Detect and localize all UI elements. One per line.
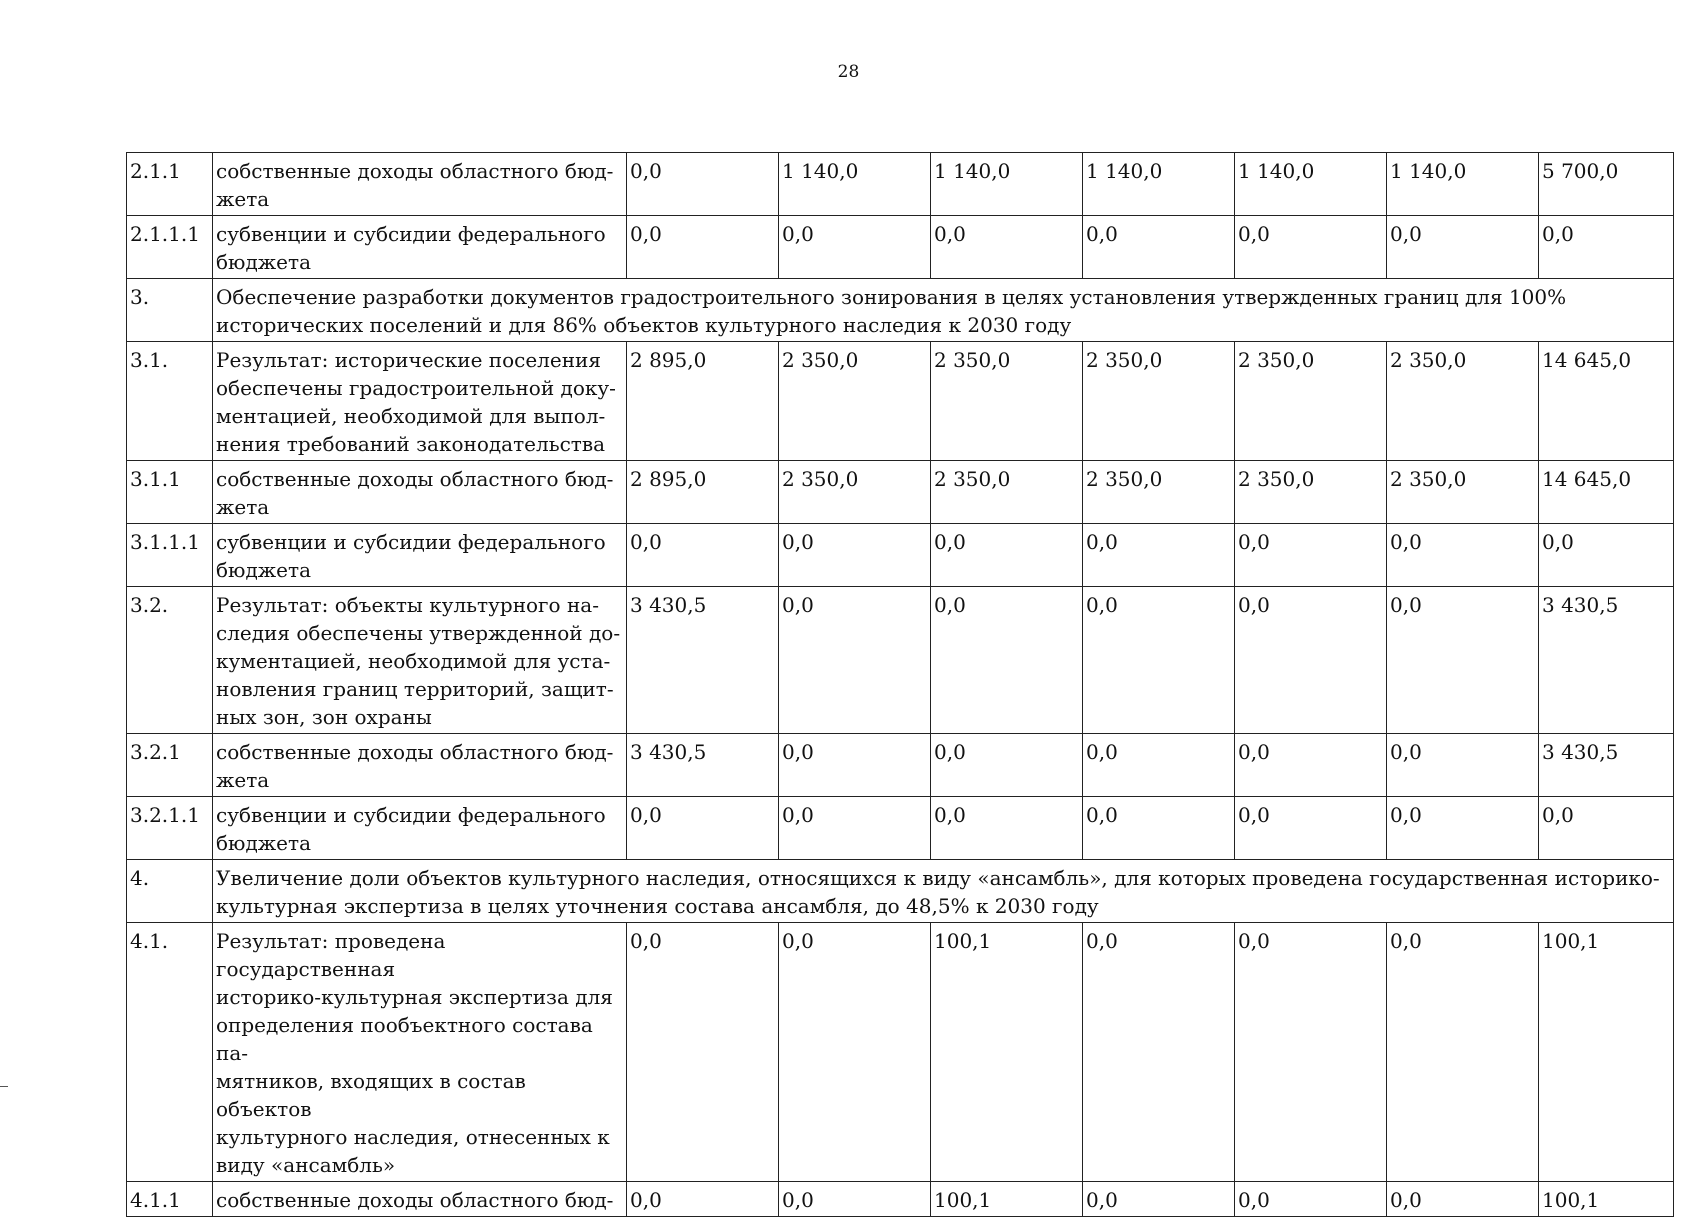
value-cell: 3 430,5 [627,587,779,734]
value-cell: 0,0 [627,923,779,1182]
value-cell: 2 350,0 [1387,461,1539,524]
value-cell: 1 140,0 [779,153,931,216]
table-row [127,923,1674,1182]
value-cell: 0,0 [931,797,1083,860]
row-number-cell: 4.1. [127,923,213,1182]
table-row [127,524,1674,587]
value-cell: 0,0 [1387,734,1539,797]
value-cell: 2 350,0 [1083,342,1235,461]
budget-table [126,152,1674,1217]
row-name-cell: собственные доходы областного бюд- жета [213,461,627,524]
section-row [127,860,1674,923]
value-cell: 100,1 [931,1182,1083,1217]
total-value-cell: 0,0 [1539,216,1674,279]
value-cell: 2 895,0 [627,461,779,524]
value-cell: 0,0 [779,1182,931,1217]
value-cell: 0,0 [627,216,779,279]
row-number-cell: 2.1.1 [127,153,213,216]
value-cell: 0,0 [1387,923,1539,1182]
total-value-cell: 3 430,5 [1539,587,1674,734]
value-cell: 0,0 [1235,923,1387,1182]
row-number-cell: 3.2.1 [127,734,213,797]
value-cell: 0,0 [1083,923,1235,1182]
value-cell: 0,0 [779,734,931,797]
row-number-cell: 3.2.1.1 [127,797,213,860]
value-cell: 2 895,0 [627,342,779,461]
value-cell: 0,0 [1235,216,1387,279]
table-row [127,797,1674,860]
total-value-cell: 0,0 [1539,797,1674,860]
total-value-cell: 3 430,5 [1539,734,1674,797]
value-cell: 0,0 [779,587,931,734]
row-number-cell: 3.2. [127,587,213,734]
total-value-cell: 5 700,0 [1539,153,1674,216]
value-cell: 2 350,0 [1083,461,1235,524]
value-cell: 0,0 [1387,1182,1539,1217]
table-row [127,587,1674,734]
row-name-cell: субвенции и субсидии федерального бюджета [213,216,627,279]
total-value-cell: 100,1 [1539,1182,1674,1217]
value-cell: 0,0 [1235,524,1387,587]
value-cell: 2 350,0 [1387,342,1539,461]
value-cell: 2 350,0 [931,461,1083,524]
table-row [127,342,1674,461]
row-name-cell: субвенции и субсидии федерального бюджета [213,524,627,587]
value-cell: 0,0 [627,797,779,860]
value-cell: 0,0 [931,587,1083,734]
section-row [127,279,1674,342]
value-cell: 2 350,0 [1235,342,1387,461]
value-cell: 0,0 [779,216,931,279]
value-cell: 0,0 [1387,216,1539,279]
table-row [127,1182,1674,1217]
value-cell: 1 140,0 [1387,153,1539,216]
row-name-cell: собственные доходы областного бюд- жета [213,734,627,797]
value-cell: 0,0 [931,734,1083,797]
value-cell: 2 350,0 [779,342,931,461]
section-title-cell: Увеличение доли объектов культурного наследия, относящихся к виду «ансамбль», для которых проведена государственная историко-культурная экспертиза в целях уточнения состава ансамбля, до 48,5% к 2030 году [213,860,1674,923]
value-cell: 0,0 [627,524,779,587]
value-cell: 2 350,0 [931,342,1083,461]
row-number-cell: 3. [127,279,213,342]
value-cell: 3 430,5 [627,734,779,797]
total-value-cell: 0,0 [1539,524,1674,587]
table-row [127,216,1674,279]
row-name-cell: собственные доходы областного бюд- [213,1182,627,1217]
row-name-cell: Результат: объекты культурного на- следия обеспечены утвержденной до- кументацией, необходимой для уста- новления границ территорий, защит- ных зон, зон охраны [213,587,627,734]
value-cell: 100,1 [931,923,1083,1182]
section-title-cell: Обеспечение разработки документов градостроительного зонирования в целях установления утвержденных границ для 100% исторических поселений и для 86% объектов культурного наследия к 2030 году [213,279,1674,342]
value-cell: 0,0 [1083,734,1235,797]
value-cell: 0,0 [779,923,931,1182]
total-value-cell: 14 645,0 [1539,461,1674,524]
value-cell: 0,0 [627,1182,779,1217]
row-number-cell: 4. [127,860,213,923]
value-cell: 2 350,0 [1235,461,1387,524]
value-cell: 0,0 [1387,587,1539,734]
value-cell: 0,0 [1235,734,1387,797]
table-row [127,153,1674,216]
value-cell: 0,0 [779,524,931,587]
row-name-cell: субвенции и субсидии федерального бюджета [213,797,627,860]
row-number-cell: 3.1. [127,342,213,461]
value-cell: 1 140,0 [1235,153,1387,216]
row-number-cell: 2.1.1.1 [127,216,213,279]
value-cell: 0,0 [627,153,779,216]
value-cell: 1 140,0 [931,153,1083,216]
row-name-cell: Результат: проведена государственная историко-культурная экспертиза для определения пообъектного состава па- мятников, входящих в состав объектов культурного наследия, отнесенных к виду «ансамбль» [213,923,627,1182]
value-cell: 0,0 [1083,797,1235,860]
value-cell: 0,0 [1235,587,1387,734]
page-number: 28 [837,62,860,82]
value-cell: 0,0 [1083,524,1235,587]
row-name-cell: Результат: исторические поселения обеспечены градостроительной доку- ментацией, необходимой для выпол- нения требований законодательства [213,342,627,461]
table-body [127,153,1674,1217]
value-cell: 0,0 [931,524,1083,587]
value-cell: 0,0 [1235,797,1387,860]
value-cell: 0,0 [1083,1182,1235,1217]
value-cell: 0,0 [1083,587,1235,734]
row-number-cell: 3.1.1 [127,461,213,524]
value-cell: 0,0 [931,216,1083,279]
row-number-cell: 4.1.1 [127,1182,213,1217]
value-cell: 0,0 [1387,524,1539,587]
table-row [127,461,1674,524]
value-cell: 1 140,0 [1083,153,1235,216]
total-value-cell: 100,1 [1539,923,1674,1182]
table-row [127,734,1674,797]
value-cell: 0,0 [1083,216,1235,279]
row-number-cell: 3.1.1.1 [127,524,213,587]
edge-mark [0,1086,8,1087]
row-name-cell: собственные доходы областного бюд- жета [213,153,627,216]
total-value-cell: 14 645,0 [1539,342,1674,461]
value-cell: 0,0 [1235,1182,1387,1217]
value-cell: 2 350,0 [779,461,931,524]
value-cell: 0,0 [779,797,931,860]
value-cell: 0,0 [1387,797,1539,860]
